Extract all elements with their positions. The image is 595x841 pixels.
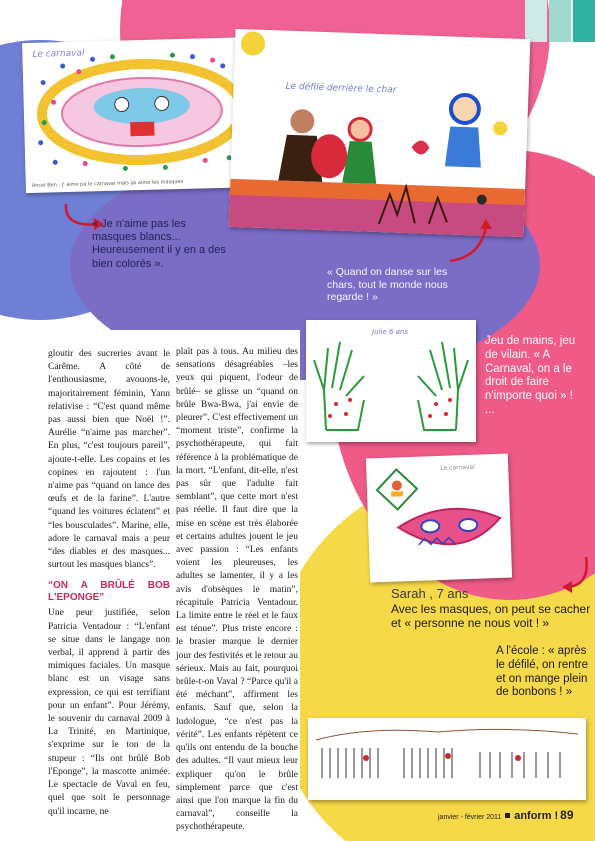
drawing-note: Ancel Ben : J' aime pa le carnaval mais jai aime les masques [31,178,184,189]
hands-drawing-svg [306,320,476,442]
arrow-icon [440,215,500,265]
magazine-brand: anform ! [514,810,559,822]
corner-tab [549,0,571,42]
article-paragraph: gloutir des sucreries avant le Carême. A côté de l'enthousiasme, avouons-le, majoritairement féminin, Yann relativise : “C'est quand même pas aussi bien que Noël !”. Aurélie “n'aime pas marcher”. En plus, “c'est toujours pareil”, ajoute-t-elle. Les copains et les copines en rajoutent : l'un n'aime pas “quand on lance des œufs et de la farine”. L'autre “quand les voitures éclatent” et “les bousculades”. Marine, elle, adore le carnaval mais a peur “des diables et des masques... surtout les masques blancs”. [48,349,170,571]
issue-date: janvier - février 2011 [438,814,502,821]
article-subhead: “ON A BRÛLÉ BOB L'EPONGE” [48,580,170,604]
caption-hide: Avec les masques, on peut se cacher et « personne ne nous voit ! » [391,602,591,631]
article-paragraph: Une peur justifiée, selon Patricia Ventadour : “L'enfant se situe dans le langage non verbal, il apprend à partir des mimiques faciales. Un masque blanc est un visage sans expression, ce qui est terrifiant pour un enfant”. Pour Jérémy, le souvenir du carnaval 2009 à La Trinité, en Martinique, s'exprime sur le ton de la stupeur : “Ils ont brûlé Bob l'Eponge”, la mascotte animée. Le spectacle de Vaval en feu, quel que soit le personnage qu'il incarne, ne [48,608,170,817]
masks-drawing-svg [366,454,512,583]
corner-tab [573,0,595,42]
child-drawing-hands [306,320,476,442]
child-drawing-mask [22,37,262,193]
mask-drawing-svg [22,37,262,193]
separator-square [505,813,510,818]
caption-dance: « Quand on danse sur les chars, tout le monde nous regarde ! » [327,266,448,304]
child-drawing-masks [366,454,512,583]
child-drawing-school [308,718,586,800]
caption-author-name: Sarah , 7 ans [391,586,469,601]
arrow-icon [560,555,595,595]
drawing-title: Le défilé derrière le char [285,81,397,96]
school-drawing-svg [308,718,586,800]
parade-drawing-svg [229,29,531,237]
page-footer [438,808,588,822]
article-column-2 [176,346,298,835]
page-number: 89 [560,808,574,822]
caption-hands: Jeu de mains, jeu de vilain. « A Carnaval, on a le droit de faire n'importe quoi » ! ... [485,335,576,416]
article-paragraph: plaît pas à tous. Au milieu des sensations désagréables –les yeux qui piquent, l'odeur de brûlé– se glisse un “quand on brûle Bwa-Bwa, j'ai envie de pleurer”. C'est effectivement un “moment triste”, confirme la psychothérapeute, qui fait référence à la problématique de la mort. “L'enfant, dit-elle, n'est pas sûr que l'adulte fait semblant”, que cette mort n'est pas réelle. Il faut dire que la mise en scène est très élaborée et certains adultes jouent le jeu avec passion : “Les enfants voient les pleureuses, les adultes se lamenter, il y a les avis d'obsèques le matin”, récapitule Patricia Ventadour. La limite entre le réel et le faux est ténue”. Plus triste encore : le brasier marque le dernier jour des festivités et le retour au sérieux. Mais au fait, pourquoi brûle-t-on Vaval ? “Parce qu'il a été méchant”, affirment les enfants. Sauf que, selon la ludologue, “ce n'est pas la vérité”. Les enfants répètent ce qu'ils ont entendu de la bouche des adultes. “Il vaut mieux leur expliquer qu'on le brûle simplement parce que c'est ainsi que l'on marque la fin du carnaval”, conseille la psychothérapeute. [176,347,298,833]
drawing-title: Julie 6 ans [372,328,408,336]
drawing-title: Le carnaval [440,463,475,472]
article-column-1 [48,348,170,819]
caption-school: A l'école : « après le défilé, on rentre et on mange plein de bonbons ! » [496,645,589,699]
caption-masks: « Je n'aime pas les masques blancs... Heureusement il y en a des bien colorés ». [92,218,226,270]
child-drawing-parade [229,29,531,237]
corner-tab [525,0,547,42]
drawing-title: Le carnaval [32,48,85,60]
